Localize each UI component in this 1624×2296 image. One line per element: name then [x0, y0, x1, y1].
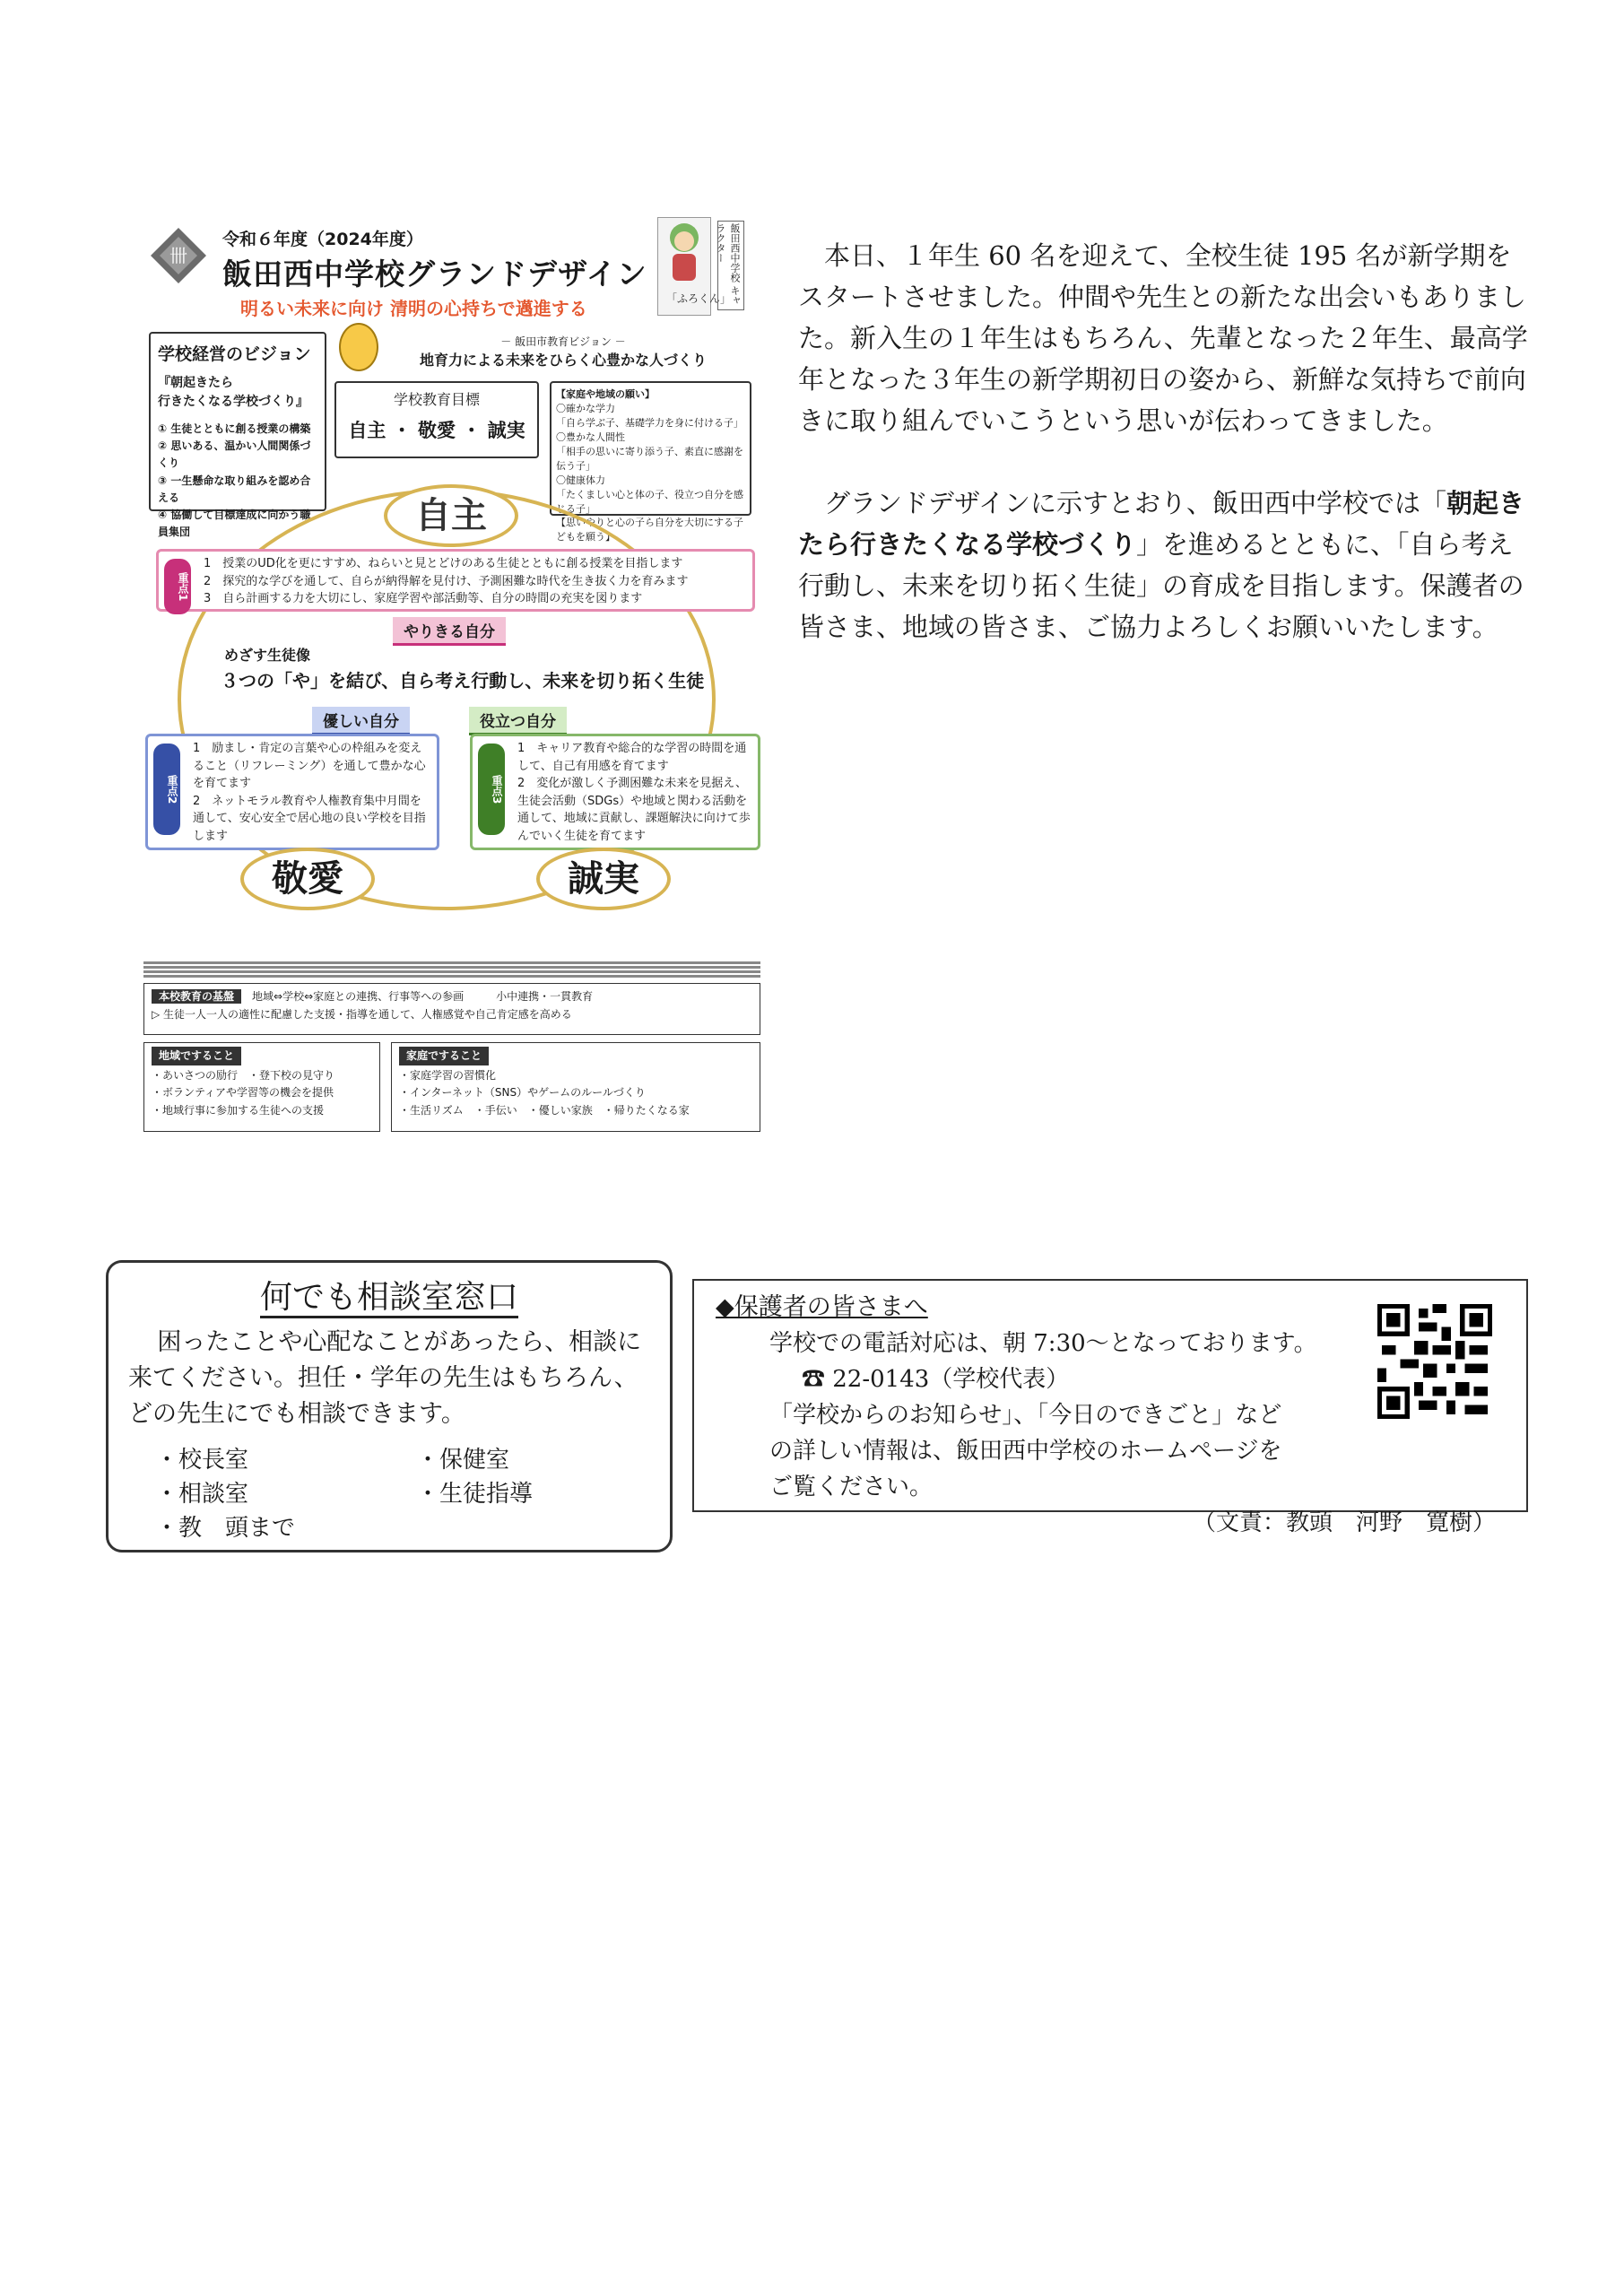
- priority-1-line: 2 探究的な学びを通して、自らが納得解を見付け、予測困難な時代を生き抜く力を育みます: [204, 574, 689, 588]
- priority-3-tag: 重点3: [478, 744, 505, 835]
- consultation-body: 困ったことや心配なことがあったら、相談に来てください。担任・学年の先生はもちろん、どの先生にでも相談できます。: [128, 1328, 642, 1428]
- priority-2-line: 2 ネットモラル教育や人権教育集中月間を通して、安心安全で居心地の良い学校を目指します: [193, 794, 426, 843]
- mascot-side-note: 飯田西中学校 キャラクター: [717, 221, 744, 310]
- wish-line: 〇健康体力: [556, 474, 605, 486]
- city-vision-label: － 飯田市教育ビジョン －: [500, 335, 626, 348]
- guardian-line-4: ご覧ください。: [769, 1474, 934, 1500]
- community-line: ・ボランティアや学習等の機会を提供: [152, 1086, 334, 1100]
- article-paragraph-1: 本日、１年生 60 名を迎えて、全校生徒 195 名が新学期をスタートさせました。仲間や先生との新たな出会いもありました。新入生の１年生はもちろん、先輩となった２年生、最高学年となった３年生の新学期初日の姿から、新鮮な気持ちで前向きに取り組んでいこうという思いが伝わってきました。: [798, 240, 1528, 436]
- vision-quote-2: 行きたくなる学校づくり』: [158, 395, 308, 409]
- wish-line: 「相手の思いに寄り添う子、素直に感謝を伝う子」: [556, 445, 743, 472]
- priority-3-line: 2 変化が激しく予測困難な未来を見据え、生徒会活動（SDGs）や地域と関わる活動を通して、地域に貢献し、課題解決に向けて歩んでいく生徒を育てます: [517, 777, 751, 843]
- oval-jishu: 自主: [384, 484, 518, 547]
- priority-3-line: 1 キャリア教育や総合的な学習の時間を通して、自己有用感を育てます: [517, 742, 747, 773]
- priority-3-box: [470, 734, 760, 850]
- home-box: [391, 1042, 760, 1132]
- wish-line: 〇確かな学力: [556, 402, 615, 414]
- oval-keiai: 敬愛: [240, 848, 375, 910]
- mascot-icon: [658, 218, 710, 290]
- home-heading: 家庭ですること: [399, 1047, 489, 1065]
- consultation-box: [106, 1260, 673, 1552]
- consultation-title-text: 何でも相談室窓口: [260, 1279, 518, 1318]
- priority-2-box: [145, 734, 439, 850]
- priority-2-tag: 重点2: [153, 744, 180, 835]
- base-line-2: ▷ 生徒一人一人の適性に配慮した支援・指導を通して、人権感覚や自己肯定感を高める: [152, 1008, 572, 1022]
- home-line: ・インターネット（SNS）やゲームのルールづくり: [399, 1086, 646, 1100]
- home-line: ・家庭学習の習慣化: [399, 1069, 497, 1083]
- gd-title: 飯田西中学校グランドデザイン: [222, 257, 647, 291]
- wish-line: 〇豊かな人間性: [556, 430, 625, 443]
- priority-1-box: [156, 549, 755, 612]
- wish-heading: 【家庭や地域の願い】: [556, 388, 655, 400]
- consult-item: ・生徒指導: [416, 1481, 534, 1508]
- city-vision: [384, 334, 743, 370]
- divider-strip: [143, 961, 760, 979]
- school-emblem-icon: [147, 224, 210, 287]
- consult-item: ・教 頭まで: [155, 1515, 296, 1542]
- priority-2-line: 1 励まし・肯定の言葉や心の枠組みを変えること（リフレーミング）を通して豊かな心を育てます: [193, 742, 426, 790]
- community-line: ・地域行事に参加する生徒への支援: [152, 1103, 325, 1117]
- consult-item: ・保健室: [416, 1447, 510, 1474]
- vision-item: ① 生徒とともに創る授業の構築: [158, 422, 311, 435]
- priority-1-line: 1 授業のUD化を更にすすめ、ねらいと見とどけのある生徒とともに創る授業を目指します: [204, 557, 683, 570]
- vision-box: [149, 332, 326, 539]
- gd-subtitle: 明るい未来に向け 清明の心持ちで邁進する: [240, 298, 587, 319]
- consultation-title: [128, 1272, 650, 1318]
- vision-list: [158, 421, 317, 541]
- community-heading: 地域ですること: [152, 1047, 241, 1065]
- consult-item: ・相談室: [155, 1481, 249, 1508]
- education-base-box: [143, 983, 760, 1035]
- school-goal-box: [334, 381, 539, 458]
- guardian-phone: ☎ 22-0143（学校代表）: [802, 1366, 1070, 1393]
- aim-label: めざす生徒像: [224, 647, 311, 664]
- grand-design-figure: [142, 215, 760, 1135]
- article-p2-start: グランドデザインに示すとおり、飯田西中学校では「: [824, 488, 1446, 518]
- label-yarikiru: やりきる自分: [393, 617, 506, 646]
- priority-1-tag: 重点1: [164, 559, 191, 614]
- oval-seijitsu: 誠実: [536, 848, 671, 910]
- label-yasashii: 優しい自分: [312, 707, 410, 735]
- community-box: [143, 1042, 380, 1132]
- vision-item: ③ 一生懸命な取り組みを認め合える: [158, 474, 311, 504]
- vision-item: ② 思いある、温かい人間関係づくり: [158, 439, 311, 470]
- goal-label: 学校教育目標: [393, 391, 480, 408]
- vision-quote-1: 『朝起きたら: [158, 376, 233, 390]
- priority-1-line: 3 自ら計画する力を大切にし、家庭学習や部活動等、自分の時間の充実を図ります: [204, 592, 643, 605]
- wish-line: 「たくましい心と体の子、役立つ自分を感じる子」: [556, 488, 743, 515]
- base-line-1: 地域⇔学校⇔家庭との連携、行事等への参画 小中連携・一貫教育: [252, 990, 594, 1003]
- consult-item: ・校長室: [155, 1447, 249, 1474]
- article-p2-end: 」を進めるとともに、「自ら考え行動し、未来を切り拓く生徒」の育成を目指します。保護者の皆さま、地域の皆さま、ご協力よろしくお願いいたします。: [798, 529, 1524, 642]
- article-p2-bold: 朝起きたら行きたくなる学校づくり: [798, 488, 1524, 560]
- guardian-author: （文責：教頭 河野 寛樹）: [1192, 1509, 1496, 1536]
- mascot-name: 「ふろくん」: [666, 292, 732, 305]
- consultation-list: [128, 1443, 650, 1545]
- aim-text: ３つの「や」を結び、自ら考え行動し、未来を切り拓く生徒: [221, 670, 705, 691]
- base-heading: 本校教育の基盤: [152, 989, 241, 1004]
- guardian-heading: ◆保護者の皆さまへ: [716, 1293, 928, 1321]
- gd-year: 令和６年度（2024年度）: [222, 230, 423, 249]
- article-paragraph-2: [798, 483, 1529, 648]
- label-yakudatsu: 役立つ自分: [469, 707, 567, 735]
- chick-illustration: [339, 323, 378, 371]
- guardian-line-3: の詳しい情報は、飯田西中学校のホームページを: [769, 1438, 1282, 1465]
- wish-line: 【思いやりと心の子ら自分を大切にする子どもを願う】: [556, 517, 743, 544]
- guardian-notice-box: [692, 1279, 1528, 1536]
- goal-text: 自主 ・ 敬愛 ・ 誠実: [348, 420, 525, 441]
- wish-box: [550, 381, 751, 544]
- vision-heading: 学校経営のビジョン: [158, 344, 311, 364]
- city-vision-text: 地育力による未来をひらく心豊かな人づくり: [419, 352, 707, 369]
- wish-line: 「自ら学ぶ子、基礎学力を身に付ける子」: [556, 416, 743, 429]
- community-line: ・あいさつの励行 ・登下校の見守り: [152, 1069, 335, 1083]
- vision-item: ④ 協働して目標達成に向かう職員集団: [158, 508, 311, 539]
- qr-code-icon[interactable]: [1377, 1304, 1492, 1419]
- home-line: ・生活リズム ・手伝い ・優しい家族 ・帰りたくなる家: [399, 1103, 690, 1117]
- svg-text:卌: 卌: [169, 245, 187, 266]
- guardian-line-2: 「学校からのお知らせ」、「今日のできごと」など: [769, 1402, 1282, 1429]
- guardian-line-1: 学校での電話対応は、朝 7:30～となっております。: [769, 1330, 1317, 1357]
